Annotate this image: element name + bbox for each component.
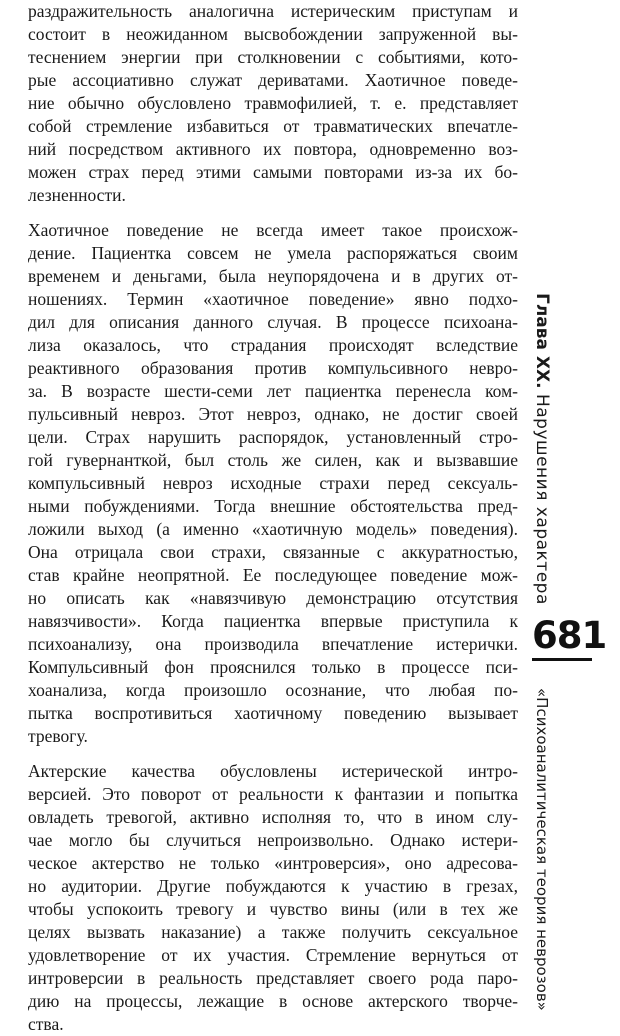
text-line: ний посредством активного их повтора, одновременно воз- [28,139,518,159]
text-line: пытка воспротивиться хаотичному поведению вызывает [28,703,518,723]
text-line: за. В возрасте шести-семи лет пациентка перенесла ком- [28,381,518,401]
text-line: Хаотичное поведение не всегда имеет такое происхож- [28,220,518,240]
text-line: чтобы успокоить тревогу и чувство вины (или в тех же [28,899,518,919]
text-line: интроверсии в реальность представляет своего рода паро- [28,968,518,988]
chapter-title: Нарушения характера [532,393,552,605]
text-line: ние обычно обусловлено травмофилией, т. е. представляет [28,93,518,113]
text-line: ношениях. Термин «хаотичное поведение» явно подхо- [28,289,518,309]
book-title: «Психоаналитическая теория неврозов» [533,688,551,1011]
text-line: став крайне неопрятной. Ее последующее поведение мож- [28,565,518,585]
page-number-rule [532,658,592,661]
text-line: цели. Страх нарушить распорядок, установленный стро- [28,427,518,447]
paragraph [28,219,518,748]
main-text [28,0,518,1036]
text-line: хоанализа, когда произошло осознание, что любая по- [28,680,518,700]
text-line: тревогу. [28,726,88,746]
text-line: версией. Это поворот от реальности к фантазии и попытка [28,784,518,804]
text-line: собой стремление избавиться от травматических впечатле- [28,116,518,136]
text-line: теснением энергии при столкновении с событиями, кото- [28,47,518,67]
text-line: целях вызвать наказание) а также получить сексуальное [28,922,518,942]
text-line: но аудитории. Другие побуждаются к участию в грезах, [28,876,518,896]
text-line: компульсивный невроз исходные страхи перед сексуаль- [28,473,518,493]
text-line: дение. Пациентка совсем не умела распоряжаться своим [28,243,518,263]
text-line: реактивного образования против компульсивного невро- [28,358,518,378]
paragraph [28,0,518,207]
text-line: лиза оказалось, что страдания происходят вследствие [28,335,518,355]
text-line: лезненности. [28,185,126,205]
text-line: гой гувернанткой, был столь же силен, как и вызвавшие [28,450,518,470]
text-line: Компульсивный фон прояснился только в процессе пси- [28,657,518,677]
text-line: ства. [28,1014,64,1034]
text-line: ческое актерство не только «интроверсия», оно адресова- [28,853,518,873]
text-line: удовлетворение от их участия. Стремление вернуться от [28,945,518,965]
text-line: дию на процессы, лежащие в основе актерского творче- [28,991,518,1011]
text-line: Актерские качества обусловлены истерической интро- [28,761,518,781]
text-line: ложили выход (а именно «хаотичную модель» поведения). [28,519,518,539]
text-line: рые ассоциативно служат дериватами. Хаотичное поведе- [28,70,518,90]
page-number: 681 [532,614,607,657]
text-line: состоит в неожиданном высвобождении запруженной вы- [28,24,518,44]
text-line: дил для описания данного случая. В процессе психоана- [28,312,518,332]
running-head [530,293,554,605]
text-line: но описать как «навязчивую демонстрацию отсутствия [28,588,518,608]
paragraph [28,760,518,1036]
text-line: овладеть тревогой, активно исполняя то, что в ином слу- [28,807,518,827]
text-line: можен страх перед этими самыми повторами из-за их бо- [28,162,518,182]
text-line: Она отрицала свои страхи, связанные с аккуратностью, [28,542,518,562]
text-line: чае могло бы случиться непроизвольно. Однако истери- [28,830,518,850]
chapter-label: Глава XX. [532,293,552,389]
text-line: психоанализу, она производила впечатление истерички. [28,634,518,654]
text-line: пульсивный невроз. Этот невроз, однако, не достиг своей [28,404,518,424]
text-line: ными побуждениями. Тогда внешние обстоятельства пред- [28,496,518,516]
text-line: навязчивости». Когда пациентка впервые приступила к [28,611,518,631]
text-line: временем и деньгами, была неупорядочена и в других от- [28,266,518,286]
text-line: раздражительность аналогична истерическим приступам и [28,1,518,21]
